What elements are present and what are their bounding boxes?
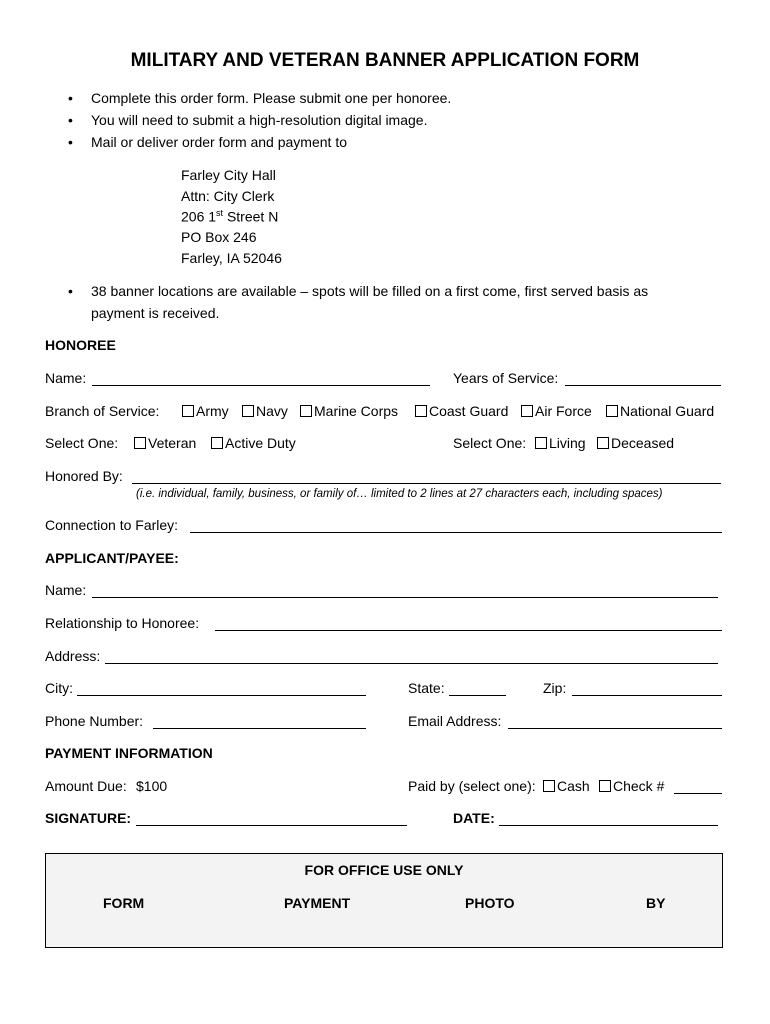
date-field[interactable] — [499, 825, 718, 826]
cash-checkbox[interactable]: Cash — [543, 778, 590, 794]
connection-label: Connection to Farley: — [45, 517, 179, 533]
branch-national-guard-checkbox[interactable]: National Guard — [606, 403, 714, 419]
honoree-heading: HONOREE — [45, 337, 116, 353]
address-label: Address: — [45, 648, 101, 664]
office-use-heading: FOR OFFICE USE ONLY — [304, 862, 464, 878]
honoree-name-label: Name: — [45, 370, 87, 386]
checkbox-icon — [211, 437, 223, 449]
checkbox-icon — [134, 437, 146, 449]
living-select-label: Select One: — [453, 435, 527, 451]
checkbox-icon — [521, 405, 533, 417]
checkbox-icon — [606, 405, 618, 417]
city-label: City: — [45, 680, 73, 696]
bullet-icon: • — [68, 90, 73, 106]
page-title: MILITARY AND VETERAN BANNER APPLICATION FORM — [130, 50, 640, 71]
branch-army-checkbox[interactable]: Army — [182, 403, 229, 419]
deceased-checkbox[interactable]: Deceased — [597, 435, 674, 451]
honored-by-field[interactable] — [132, 483, 721, 484]
address-line-3: 206 1st Street N — [181, 208, 279, 225]
office-column-by: BY — [646, 895, 666, 911]
date-label: DATE: — [453, 810, 495, 826]
phone-label: Phone Number: — [45, 713, 144, 729]
branch-marine-corps-checkbox[interactable]: Marine Corps — [300, 403, 398, 419]
bullet-icon: • — [68, 134, 73, 150]
connection-field[interactable] — [190, 532, 722, 533]
checkbox-icon — [242, 405, 254, 417]
amount-due-value: $100 — [136, 778, 168, 794]
checkbox-icon — [599, 780, 611, 792]
checkbox-icon — [535, 437, 547, 449]
instruction-1: Complete this order form. Please submit one per honoree. — [91, 90, 452, 106]
branch-air-force-checkbox[interactable]: Air Force — [521, 403, 592, 419]
check-checkbox[interactable]: Check # — [599, 778, 664, 794]
relationship-label: Relationship to Honoree: — [45, 615, 200, 631]
amount-due-label: Amount Due: — [45, 778, 127, 794]
address-line-4: PO Box 246 — [181, 229, 257, 245]
check-number-field[interactable] — [674, 793, 722, 794]
checkbox-icon — [300, 405, 312, 417]
relationship-field[interactable] — [215, 630, 722, 631]
checkbox-icon — [415, 405, 427, 417]
applicant-name-field[interactable] — [92, 597, 718, 598]
payment-heading: PAYMENT INFORMATION — [45, 745, 213, 761]
email-label: Email Address: — [408, 713, 502, 729]
branch-navy-checkbox[interactable]: Navy — [242, 403, 288, 419]
checkbox-icon — [182, 405, 194, 417]
city-field[interactable] — [77, 695, 366, 696]
office-column-form: FORM — [103, 895, 145, 911]
email-field[interactable] — [508, 728, 722, 729]
bullet-icon: • — [68, 283, 73, 299]
branch-coast-guard-checkbox[interactable]: Coast Guard — [415, 403, 508, 419]
state-label: State: — [408, 680, 445, 696]
applicant-heading: APPLICANT/PAYEE: — [45, 550, 179, 566]
honoree-name-field[interactable] — [92, 385, 430, 386]
paid-by-label: Paid by (select one): — [408, 778, 536, 794]
state-field[interactable] — [449, 695, 506, 696]
signature-field[interactable] — [136, 825, 407, 826]
applicant-name-label: Name: — [45, 582, 87, 598]
instruction-3: Mail or deliver order form and payment to — [91, 134, 347, 150]
honored-by-label: Honored By: — [45, 468, 123, 484]
honored-by-note: (i.e. individual, family, business, or family of… limited to 2 lines at 27 characters each, including spaces) — [136, 488, 663, 500]
address-field[interactable] — [105, 663, 718, 664]
phone-field[interactable] — [153, 728, 366, 729]
checkbox-icon — [543, 780, 555, 792]
zip-field[interactable] — [572, 695, 722, 696]
living-checkbox[interactable]: Living — [535, 435, 586, 451]
checkbox-icon — [597, 437, 609, 449]
bullet-icon: • — [68, 112, 73, 128]
office-column-payment: PAYMENT — [284, 895, 351, 911]
address-line-1: Farley City Hall — [181, 167, 276, 183]
instruction-2: You will need to submit a high-resolution digital image. — [91, 112, 428, 128]
instruction-4-line-1: 38 banner locations are available – spots will be filled on a first come, first served basis as — [91, 283, 649, 299]
years-of-service-label: Years of Service: — [453, 370, 559, 386]
office-use-box — [45, 853, 723, 948]
office-column-photo: PHOTO — [465, 895, 515, 911]
years-of-service-field[interactable] — [565, 385, 721, 386]
zip-label: Zip: — [543, 680, 567, 696]
address-line-2: Attn: City Clerk — [181, 188, 275, 204]
veteran-checkbox[interactable]: Veteran — [134, 435, 196, 451]
signature-label: SIGNATURE: — [45, 810, 132, 826]
instruction-4-line-2: payment is received. — [91, 305, 220, 321]
active-duty-checkbox[interactable]: Active Duty — [211, 435, 296, 451]
address-line-5: Farley, IA 52046 — [181, 250, 282, 266]
branch-label: Branch of Service: — [45, 403, 160, 419]
status-select-label: Select One: — [45, 435, 119, 451]
